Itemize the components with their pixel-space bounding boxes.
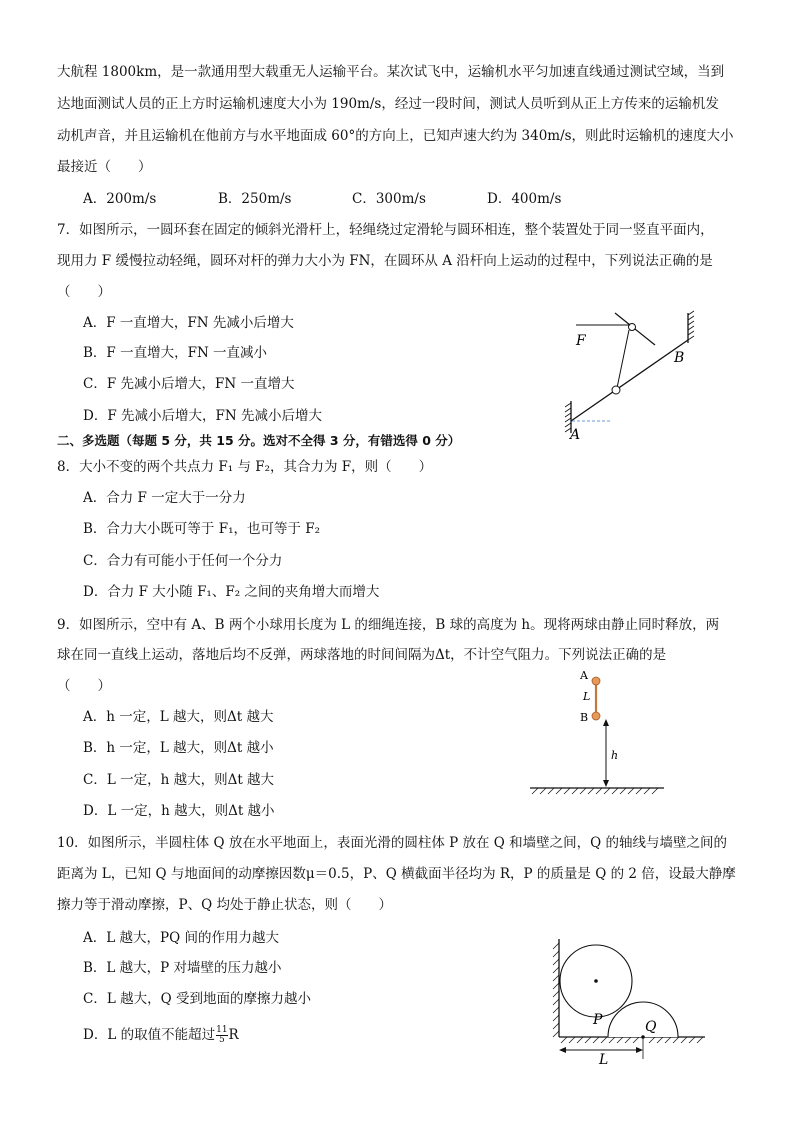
question-7-option-c: C．F 先减小后增大，FN 一直增大 (83, 376, 295, 392)
question-6-option-d: D．400m/s (487, 191, 562, 207)
question-6-line: 达地面测试人员的正上方时运输机速度大小为 190m/s，经过一段时间，测试人员听到从正上方传来的运输机发 (57, 96, 719, 112)
question-8-option-c: C．合力有可能小于任何一个分力 (83, 553, 283, 569)
question-9-line: 9．如图所示，空中有 A、B 两个小球用长度为 L 的细绳连接，B 球的高度为 h。现将两球由静止同时释放，两 (57, 617, 720, 633)
question-7-figure-label-b: B (674, 350, 685, 366)
question-9-figure-label-l: L (583, 690, 591, 703)
question-6-line: 大航程 1800km，是一款通用型大载重无人运输平台。某次试飞中，运输机水平匀加速直线通过测试空域，当到 (57, 64, 725, 80)
question-10-option-b: B．L 越大，P 对墙壁的压力越小 (83, 960, 282, 976)
fraction-denominator: 5 (218, 1035, 225, 1045)
question-9-line: （ ） (57, 678, 111, 694)
question-9-figure (528, 664, 668, 799)
question-9-option-d: D．L 一定，h 越大，则Δt 越小 (83, 803, 275, 819)
question-7-option-d: D．F 先减小后增大，FN 先减小后增大 (83, 408, 322, 424)
question-9-option-a: A．h 一定，L 越大，则Δt 越大 (83, 709, 274, 725)
question-10-line: 擦力等于滑动摩擦，P、Q 均处于静止状态，则（ ） (57, 897, 392, 913)
question-6-option-a: A．200m/s (83, 191, 157, 207)
question-9-option-b: B．h 一定，L 越大，则Δt 越小 (83, 740, 274, 756)
question-8-line: 8．大小不变的两个共点力 F₁ 与 F₂，其合力为 F，则（ ） (57, 459, 433, 475)
question-10-option-c: C．L 越大，Q 受到地面的摩擦力越小 (83, 991, 311, 1007)
question-6-line: 最接近（ ） (57, 159, 152, 175)
question-9-figure-label-b: B (580, 711, 589, 724)
question-7-line: 7．如图所示，一圆环套在固定的倾斜光滑杆上，轻绳绕过定滑轮与圆环相连，整个装置处于同一竖直平面内， (57, 222, 714, 238)
question-10-option-d (83, 1025, 239, 1045)
fraction-numerator: 11 (216, 1025, 228, 1035)
question-8-option-b: B．合力大小既可等于 F₁，也可等于 F₂ (83, 521, 321, 537)
fraction (216, 1026, 227, 1045)
question-7-option-b: B．F 一直增大，FN 一直减小 (83, 345, 268, 361)
question-10-figure-label-l: L (599, 1052, 609, 1068)
question-7-figure-label-a: A (570, 427, 581, 440)
question-7-line: 现用力 F 缓慢拉动轻绳，圆环对杆的弹力大小为 FN，在圆环从 A 沿杆向上运动的过程中，下列说法正确的是 (57, 253, 713, 269)
question-9-figure-label-a: A (580, 669, 588, 682)
fraction-unit: R (228, 1027, 239, 1043)
question-10-line: 10．如图所示，半圆柱体 Q 放在水平地面上，表面光滑的圆柱体 P 放在 Q 和墙壁之间，Q 的轴线与墙壁之间的 (57, 835, 728, 851)
question-8-option-d: D．合力 F 大小随 F₁、F₂ 之间的夹角增大而增大 (83, 584, 380, 600)
question-10-figure (545, 933, 720, 1068)
question-10-line: 距离为 L，已知 Q 与地面间的动摩擦因数μ＝0.5，P、Q 横截面半径均为 R，P 的质量是 Q 的 2 倍，设最大静摩 (57, 866, 736, 882)
question-10-option-a: A．L 越大，PQ 间的作用力越大 (83, 930, 279, 946)
question-7-line: （ ） (57, 284, 111, 300)
question-9-option-c: C．L 一定，h 越大，则Δt 越大 (83, 772, 275, 788)
question-6-line: 动机声音，并且运输机在他前方与水平地面成 60°的方向上，已知声速大约为 340m/s，则此时运输机的速度大小 (57, 128, 734, 144)
question-9-figure-label-h: h (611, 749, 619, 762)
section-heading-multiple-choice: 二、多选题（每题 5 分，共 15 分。选对不全得 3 分，有错选得 0 分） (57, 433, 461, 448)
question-10-figure-label-q: Q (645, 1019, 657, 1035)
question-7-figure (560, 305, 710, 440)
question-7-option-a: A．F 一直增大，FN 先减小后增大 (83, 315, 294, 331)
question-6-option-b: B．250m/s (218, 191, 292, 207)
question-7-figure-label-f: F (576, 333, 586, 349)
question-10-figure-label-p: P (593, 1012, 603, 1028)
question-6-option-c: C．300m/s (352, 191, 426, 207)
question-9-line: 球在同一直线上运动，落地后均不反弹，两球落地的时间间隔为Δt，不计空气阻力。下列说法正确的是 (57, 647, 667, 663)
question-8-option-a: A．合力 F 一定大于一分力 (83, 490, 246, 506)
question-10-option-d-text: D．L 的取值不能超过 (83, 1027, 216, 1043)
